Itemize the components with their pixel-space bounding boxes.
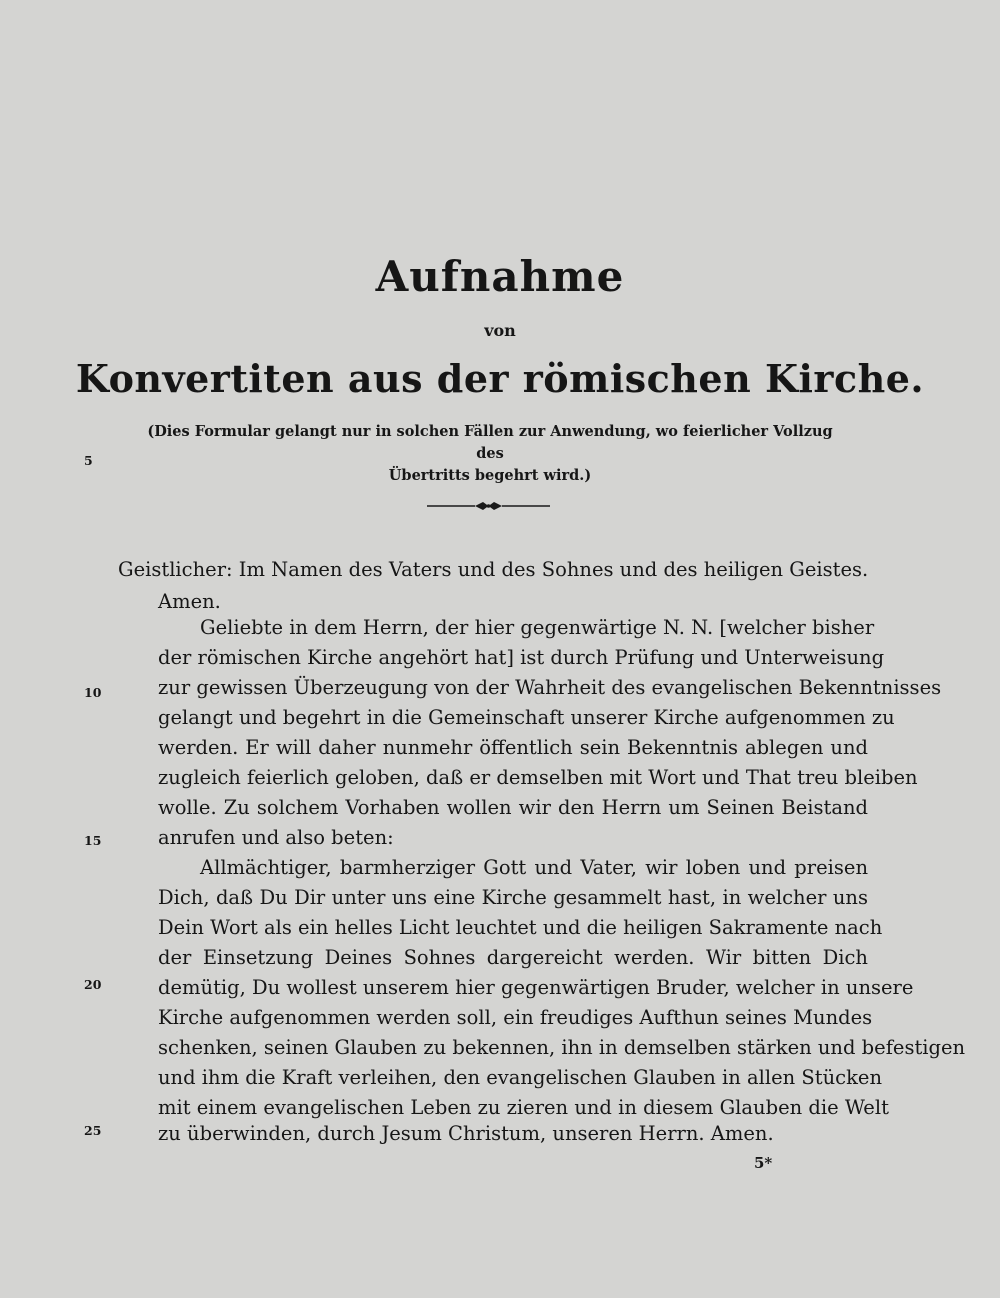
title-connector: von	[484, 321, 516, 340]
line-number: 15	[84, 833, 102, 848]
text-line: zu überwinden, durch Jesum Christum, unseren Herrn. Amen.	[158, 1122, 774, 1145]
text-line: Dich, daß Du Dir unter uns eine Kirche gesammelt hast, in welcher uns	[158, 886, 868, 909]
text-line: schenken, seinen Glauben zu bekennen, ihn in demselben stärken und befestigen	[158, 1036, 966, 1059]
text-line: Dein Wort als ein helles Licht leuchtet und die heiligen Sakramente nach	[158, 916, 883, 939]
usage-note	[140, 421, 840, 487]
ornament-divider	[427, 500, 550, 512]
text-line: und ihm die Kraft verleihen, den evangelischen Glauben in allen Stücken	[158, 1066, 883, 1089]
text-line: gelangt und begehrt in die Gemeinschaft unserer Kirche aufgenommen zu	[158, 706, 895, 729]
text-line: zugleich feierlich geloben, daß er demselben mit Wort und That treu bleiben	[158, 766, 918, 789]
usage-note-line-2: Übertritts begehrt wird.)	[388, 467, 592, 484]
text-line: werden. Er will daher nunmehr öffentlich sein Bekenntnis ablegen und	[158, 736, 868, 759]
text-line: zur gewissen Überzeugung von der Wahrheit des evangelischen Bekenntnisses	[158, 676, 942, 699]
signature-mark: 5*	[754, 1154, 773, 1172]
page-subtitle: Konvertiten aus der römischen Kirche.	[75, 356, 925, 401]
text-line: der Einsetzung Deines Sohnes dargereicht werden. Wir bitten Dich	[158, 946, 868, 969]
line-number: 5	[84, 453, 93, 468]
text-line: Amen.	[158, 590, 221, 613]
text-line: mit einem evangelischen Leben zu zieren und in diesem Glauben die Welt	[158, 1096, 889, 1119]
text-line: anrufen und also beten:	[158, 826, 394, 849]
usage-note-line-1: (Dies Formular gelangt nur in solchen Fällen zur Anwendung, wo feierlicher Vollzug des	[147, 423, 833, 462]
text-line: Geistlicher: Im Namen des Vaters und des Sohnes und des heiligen Geistes.	[118, 558, 869, 581]
text-line: wolle. Zu solchem Vorhaben wollen wir den Herrn um Seinen Beistand	[158, 796, 868, 819]
text-line: Allmächtiger, barmherziger Gott und Vater, wir loben und preisen	[200, 856, 868, 879]
page-title: Aufnahme	[375, 252, 625, 301]
text-line: Kirche aufgenommen werden soll, ein freudiges Aufthun seines Mundes	[158, 1006, 873, 1029]
text-line: der römischen Kirche angehört hat] ist durch Prüfung und Unterweisung	[158, 646, 885, 669]
line-number: 10	[84, 685, 102, 700]
text-line: demütig, Du wollest unserem hier gegenwärtigen Bruder, welcher in unsere	[158, 976, 914, 999]
line-number: 20	[84, 977, 102, 992]
text-line: Geliebte in dem Herrn, der hier gegenwärtige N. N. [welcher bisher	[200, 616, 875, 639]
line-number: 25	[84, 1123, 102, 1138]
